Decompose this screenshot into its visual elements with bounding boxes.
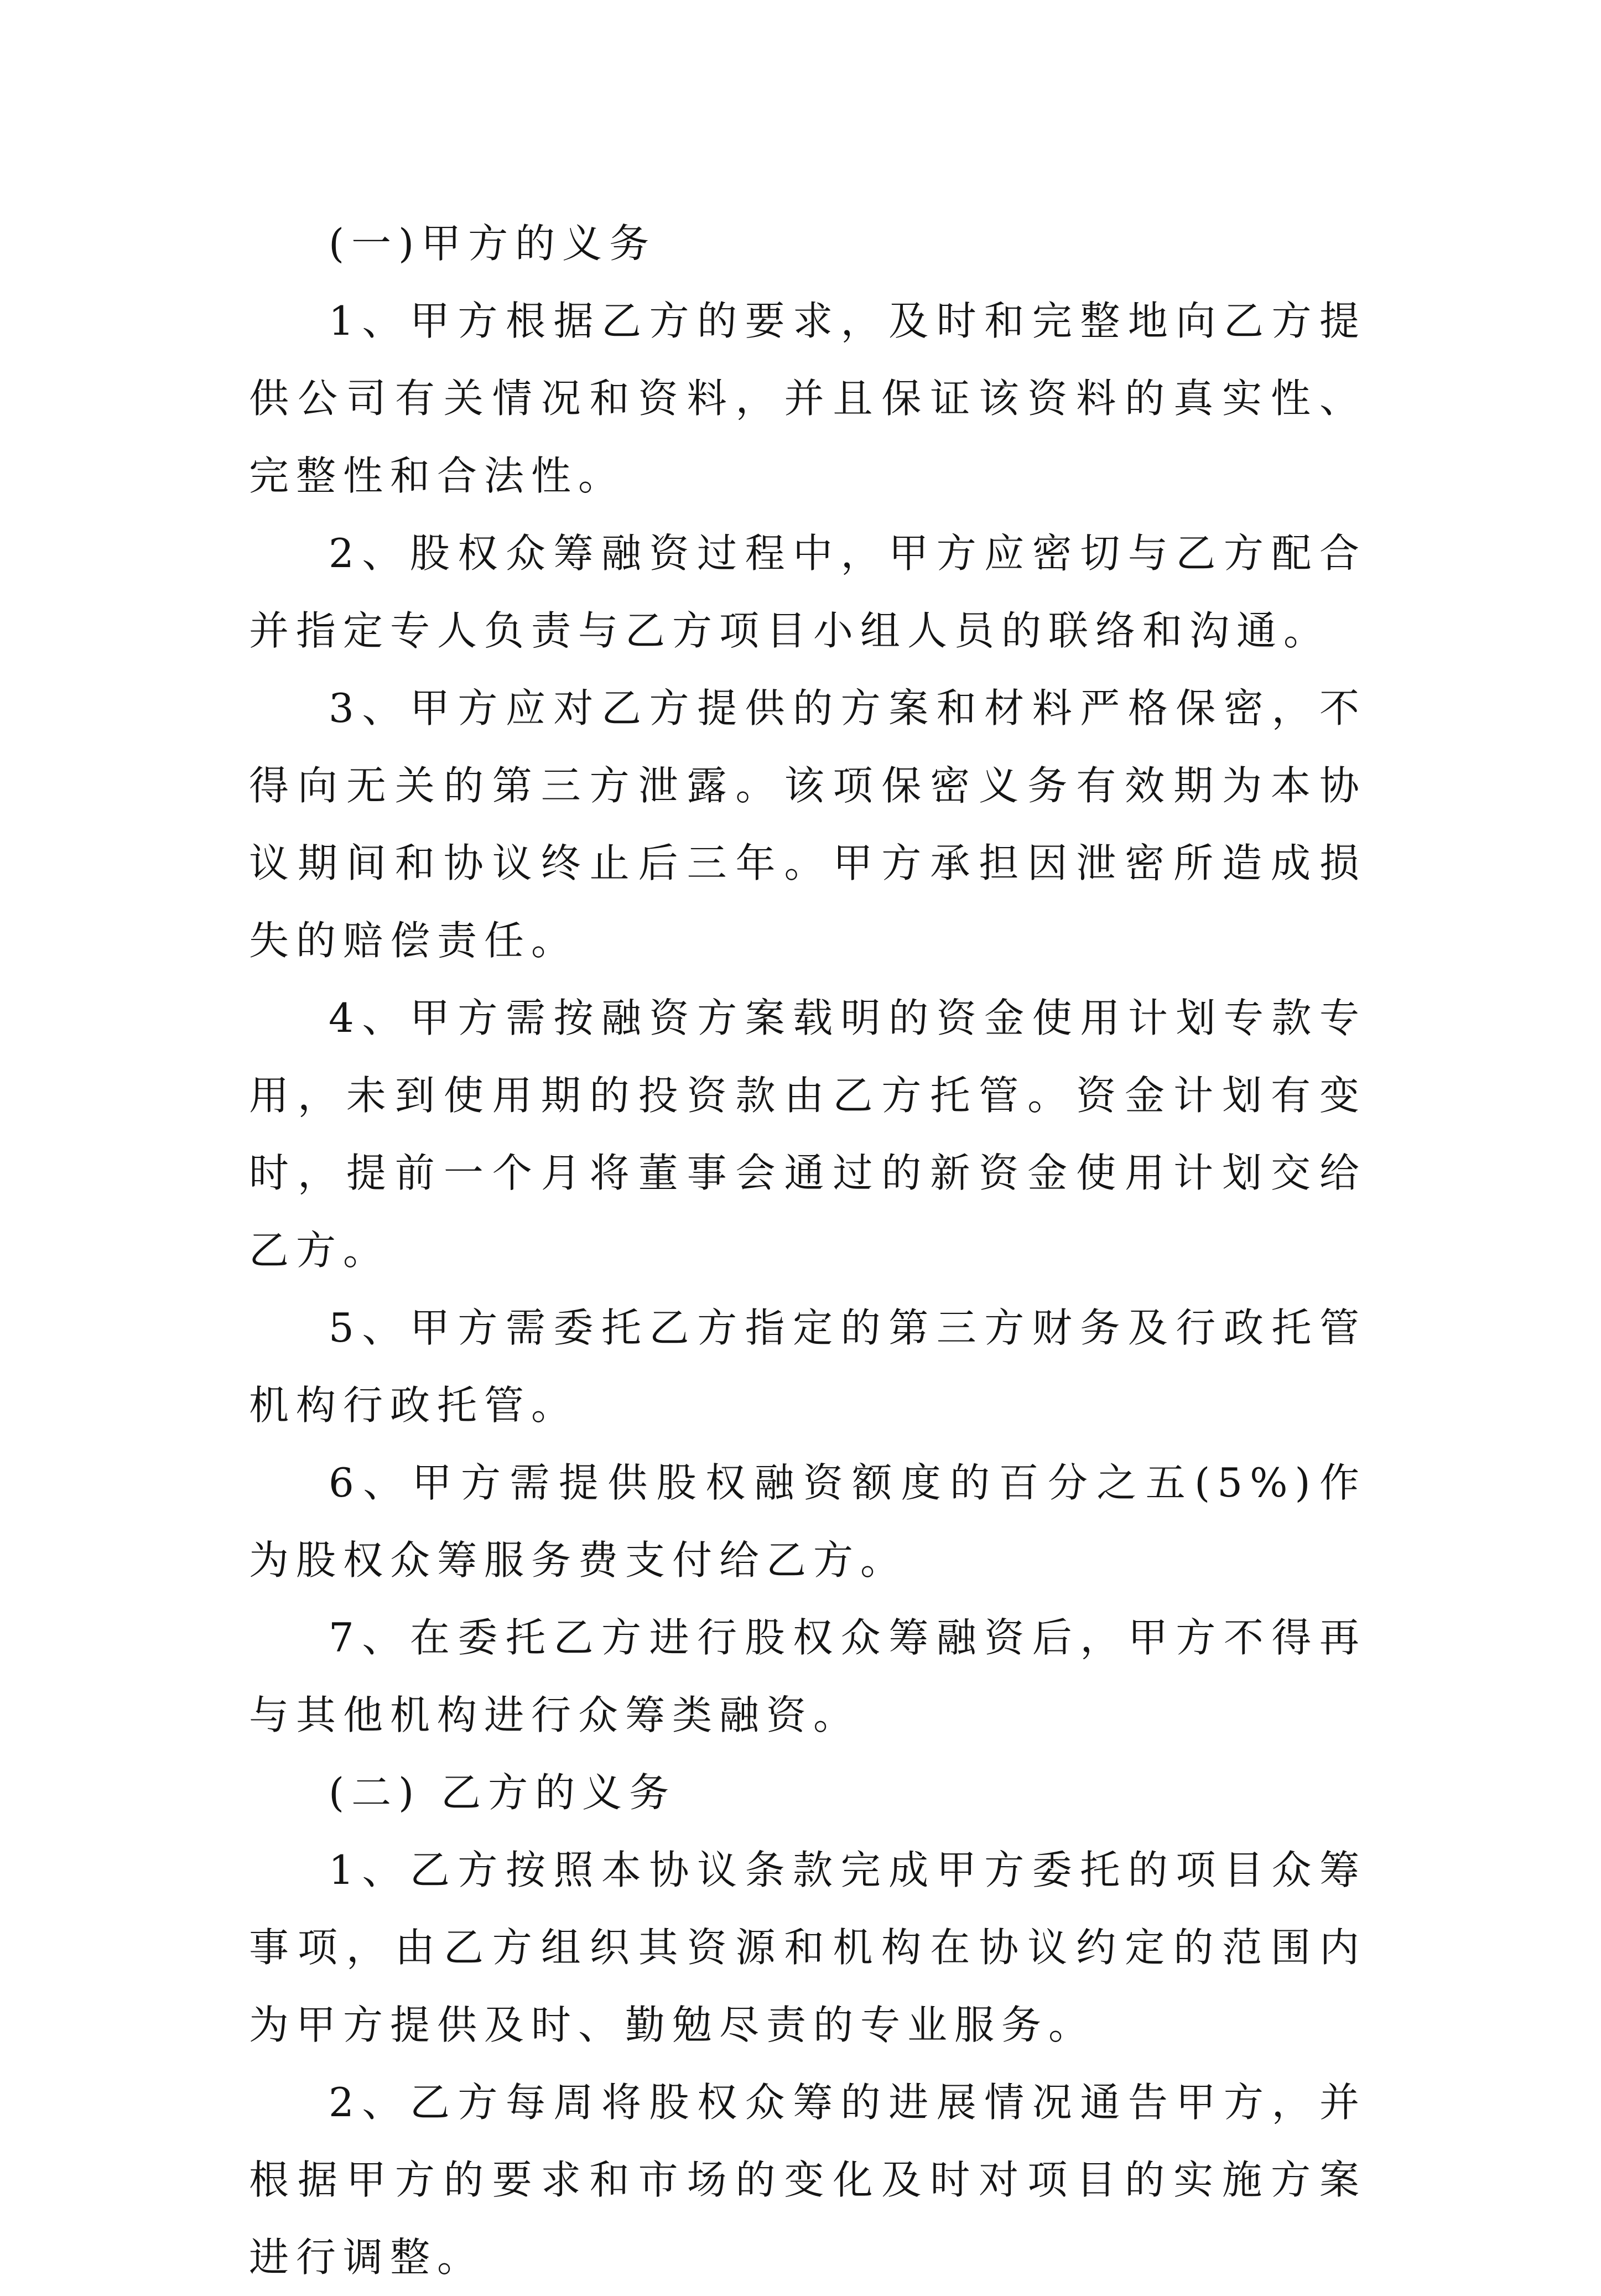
section-heading-party-a-obligations: (一)甲方的义务: [329, 220, 657, 267]
party-a-clause-4: 4、甲方需按融资方案载明的资金使用计划专款专用，未到使用期的投资款由乙方托管。资金计划有变时，提前一个月将董事会通过的新资金使用计划交给乙方。: [249, 995, 1366, 1274]
party-a-clause-6: 6、甲方需提供股权融资额度的百分之五(5%)作为股权众筹服务费支付给乙方。: [249, 1459, 1366, 1583]
document-body: [249, 205, 1366, 2296]
section-heading-party-b-obligations: (二) 乙方的义务: [329, 1769, 677, 1816]
party-a-clause-1: 1、甲方根据乙方的要求，及时和完整地向乙方提供公司有关情况和资料，并且保证该资料的真实性、完整性和合法性。: [249, 298, 1366, 499]
party-b-clause-1: 1、乙方按照本协议条款完成甲方委托的项目众筹事项，由乙方组织其资源和机构在协议约定的范围内为甲方提供及时、勤勉尽责的专业服务。: [249, 1847, 1366, 2048]
party-a-clause-5: 5、甲方需委托乙方指定的第三方财务及行政托管机构行政托管。: [249, 1305, 1366, 1428]
party-a-clause-7: 7、在委托乙方进行股权众筹融资后，甲方不得再与其他机构进行众筹类融资。: [249, 1614, 1366, 1738]
party-b-clause-2: 2、乙方每周将股权众筹的进展情况通告甲方，并根据甲方的要求和市场的变化及时对项目的实施方案进行调整。: [249, 2079, 1366, 2281]
party-a-clause-3: 3、甲方应对乙方提供的方案和材料严格保密，不得向无关的第三方泄露。该项保密义务有效期为本协议期间和协议终止后三年。甲方承担因泄密所造成损失的赔偿责任。: [249, 685, 1366, 964]
party-a-clause-2: 2、股权众筹融资过程中，甲方应密切与乙方配合并指定专人负责与乙方项目小组人员的联络和沟通。: [249, 530, 1366, 654]
